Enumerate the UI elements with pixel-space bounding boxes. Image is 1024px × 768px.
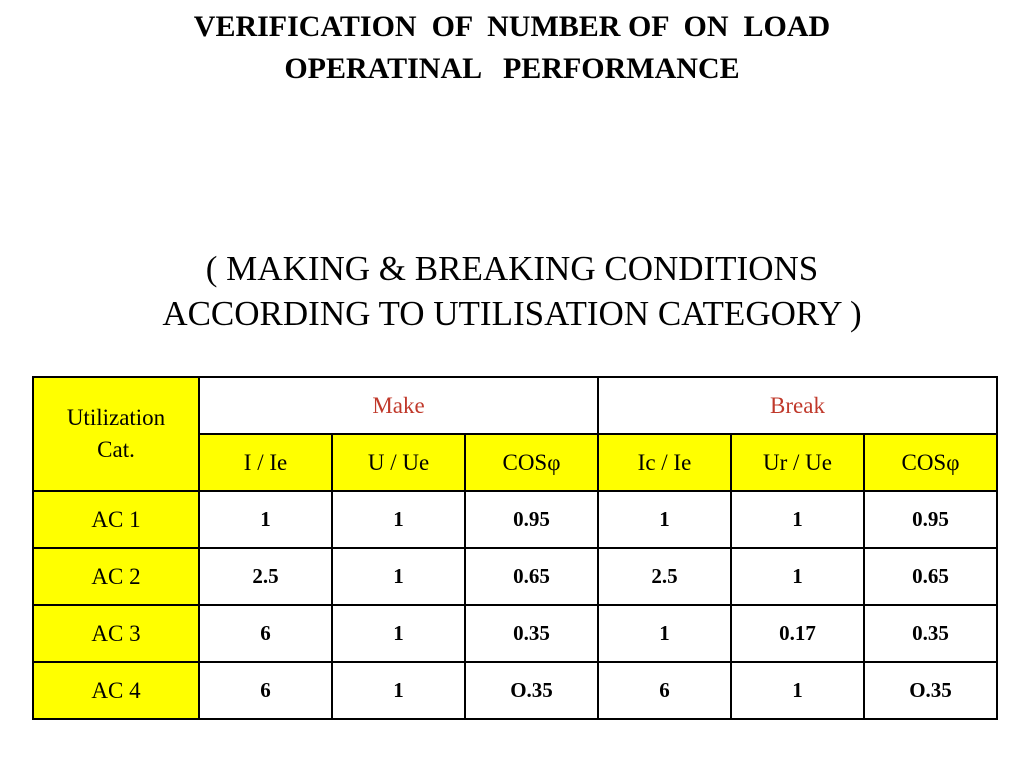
value-cell: 6 — [598, 662, 731, 719]
value-cell: 1 — [598, 605, 731, 662]
break-current-ratio-header: Ic / Ie — [598, 434, 731, 491]
value-cell: 0.95 — [465, 491, 598, 548]
value-cell: 1 — [332, 662, 465, 719]
value-cell: 0.65 — [864, 548, 997, 605]
value-cell: 1 — [332, 491, 465, 548]
subtitle-line-1: ( MAKING & BREAKING CONDITIONS — [205, 249, 819, 288]
category-cell: AC 3 — [33, 605, 199, 662]
value-cell: 0.35 — [465, 605, 598, 662]
value-cell: 6 — [199, 662, 332, 719]
break-group-header: Break — [598, 377, 997, 434]
make-group-header: Make — [199, 377, 598, 434]
table-row — [33, 491, 997, 548]
make-voltage-ratio-header: U / Ue — [332, 434, 465, 491]
value-cell: 0.95 — [864, 491, 997, 548]
slide-subtitle — [0, 246, 1024, 336]
value-cell: 2.5 — [199, 548, 332, 605]
table-row — [33, 548, 997, 605]
value-cell: O.35 — [465, 662, 598, 719]
value-cell: 6 — [199, 605, 332, 662]
value-cell: 1 — [332, 548, 465, 605]
utilization-category-table — [32, 376, 998, 720]
value-cell: 0.65 — [465, 548, 598, 605]
value-cell: 1 — [199, 491, 332, 548]
table-header-row — [33, 377, 997, 434]
value-cell: 1 — [332, 605, 465, 662]
subtitle-line-2: ACCORDING TO UTILISATION CATEGORY ) — [162, 294, 862, 333]
utilization-header-line-1: Utilization — [66, 405, 166, 430]
make-current-ratio-header: I / Ie — [199, 434, 332, 491]
utilization-cat-header — [33, 377, 199, 491]
utilization-header-line-2: Cat. — [97, 437, 135, 462]
value-cell: 1 — [731, 662, 864, 719]
value-cell: O.35 — [864, 662, 997, 719]
table-row — [33, 605, 997, 662]
value-cell: 1 — [731, 491, 864, 548]
break-voltage-ratio-header: Ur / Ue — [731, 434, 864, 491]
value-cell: 1 — [731, 548, 864, 605]
category-cell: AC 4 — [33, 662, 199, 719]
table-row — [33, 662, 997, 719]
value-cell: 2.5 — [598, 548, 731, 605]
category-cell: AC 2 — [33, 548, 199, 605]
slide-title: VERIFICATION OF NUMBER OF ON LOAD OPERATINAL PERFORMANCE — [193, 10, 831, 85]
value-cell: 1 — [598, 491, 731, 548]
make-power-factor-header: COSφ — [465, 434, 598, 491]
value-cell: 0.17 — [731, 605, 864, 662]
value-cell: 0.35 — [864, 605, 997, 662]
category-cell: AC 1 — [33, 491, 199, 548]
break-power-factor-header: COSφ — [864, 434, 997, 491]
